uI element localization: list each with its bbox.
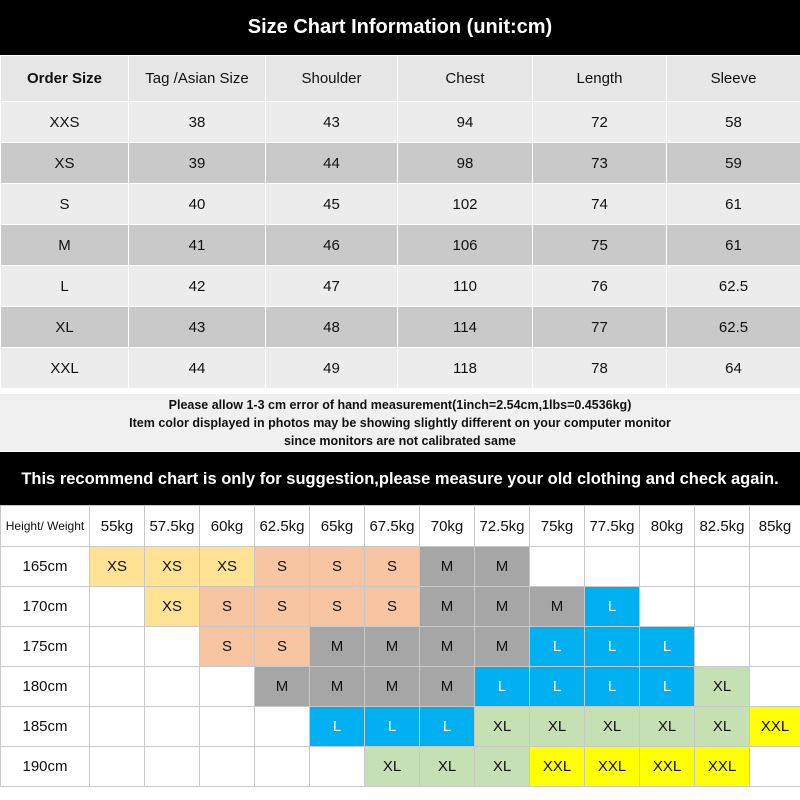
measurement-cell: 43	[129, 307, 266, 348]
recommended-size-cell: S	[200, 627, 255, 667]
measurement-cell: 77	[533, 307, 667, 348]
weight-header: 55kg	[90, 506, 145, 547]
measurement-cell: 75	[533, 225, 667, 266]
weight-header: 85kg	[750, 506, 800, 547]
empty-cell	[585, 547, 640, 587]
recommended-size-cell: L	[420, 707, 475, 747]
measurement-cell: 46	[266, 225, 398, 266]
header-order-size: Order Size	[1, 56, 129, 102]
measurement-cell: 102	[398, 184, 533, 225]
empty-cell	[90, 707, 145, 747]
size-row	[1, 102, 800, 143]
measurement-cell: 94	[398, 102, 533, 143]
empty-cell	[90, 587, 145, 627]
recommended-size-cell: M	[420, 547, 475, 587]
recommended-size-cell: M	[255, 667, 310, 707]
size-chart-table	[0, 55, 800, 389]
size-row	[1, 225, 800, 266]
height-row	[1, 667, 800, 707]
size-label-cell: XL	[1, 307, 129, 348]
measurement-cell: 49	[266, 348, 398, 389]
size-row	[1, 184, 800, 225]
empty-cell	[200, 747, 255, 787]
measurement-cell: 39	[129, 143, 266, 184]
recommended-size-cell: XL	[475, 707, 530, 747]
recommended-size-cell: XXL	[750, 707, 800, 747]
measurement-cell: 43	[266, 102, 398, 143]
recommended-size-cell: M	[420, 667, 475, 707]
empty-cell	[90, 627, 145, 667]
size-row	[1, 143, 800, 184]
recommended-size-cell: XL	[585, 707, 640, 747]
recommend-chart-table	[0, 505, 800, 787]
recommended-size-cell: M	[310, 667, 365, 707]
recommended-size-cell: XXL	[530, 747, 585, 787]
recommended-size-cell: L	[585, 587, 640, 627]
empty-cell	[640, 547, 695, 587]
recommended-size-cell: S	[310, 587, 365, 627]
recommended-size-cell: S	[255, 587, 310, 627]
size-label-cell: XS	[1, 143, 129, 184]
size-label-cell: XXL	[1, 348, 129, 389]
weight-header: 65kg	[310, 506, 365, 547]
measurement-notes	[0, 394, 800, 451]
weight-header: 75kg	[530, 506, 585, 547]
header-tag-size: Tag /Asian Size	[129, 56, 266, 102]
measurement-cell: 40	[129, 184, 266, 225]
recommended-size-cell: L	[365, 707, 420, 747]
empty-cell	[145, 747, 200, 787]
recommended-size-cell: XS	[90, 547, 145, 587]
empty-cell	[530, 547, 585, 587]
height-row	[1, 547, 800, 587]
height-row	[1, 707, 800, 747]
measurement-cell: 78	[533, 348, 667, 389]
measurement-cell: 98	[398, 143, 533, 184]
weight-header: 67.5kg	[365, 506, 420, 547]
empty-cell	[200, 707, 255, 747]
empty-cell	[145, 707, 200, 747]
recommend-title: This recommend chart is only for suggestion,please measure your old clothing and check again.	[0, 452, 800, 506]
recommended-size-cell: S	[365, 587, 420, 627]
recommended-size-cell: XL	[365, 747, 420, 787]
recommended-size-cell: XL	[640, 707, 695, 747]
recommended-size-cell: XXL	[585, 747, 640, 787]
size-row	[1, 266, 800, 307]
measurement-cell: 42	[129, 266, 266, 307]
recommended-size-cell: L	[530, 667, 585, 707]
measurement-cell: 41	[129, 225, 266, 266]
recommended-size-cell: L	[530, 627, 585, 667]
empty-cell	[200, 667, 255, 707]
recommended-size-cell: L	[585, 667, 640, 707]
measurement-cell: 47	[266, 266, 398, 307]
note-line: since monitors are not calibrated same	[283, 434, 517, 448]
size-label-cell: L	[1, 266, 129, 307]
height-label: 165cm	[1, 547, 90, 587]
weight-header: 77.5kg	[585, 506, 640, 547]
measurement-cell: 58	[667, 102, 800, 143]
empty-cell	[640, 587, 695, 627]
recommended-size-cell: L	[640, 667, 695, 707]
size-chart-header-row	[1, 56, 800, 102]
recommended-size-cell: M	[420, 587, 475, 627]
size-label-cell: M	[1, 225, 129, 266]
recommended-size-cell: XL	[420, 747, 475, 787]
empty-cell	[750, 587, 800, 627]
height-label: 170cm	[1, 587, 90, 627]
measurement-cell: 73	[533, 143, 667, 184]
empty-cell	[310, 747, 365, 787]
header-chest: Chest	[398, 56, 533, 102]
recommended-size-cell: L	[640, 627, 695, 667]
recommended-size-cell: XS	[145, 547, 200, 587]
empty-cell	[90, 747, 145, 787]
recommended-size-cell: XS	[145, 587, 200, 627]
weight-header: 57.5kg	[145, 506, 200, 547]
empty-cell	[750, 627, 800, 667]
measurement-cell: 76	[533, 266, 667, 307]
weight-header: 60kg	[200, 506, 255, 547]
weight-header: 70kg	[420, 506, 475, 547]
measurement-cell: 118	[398, 348, 533, 389]
weight-header: 62.5kg	[255, 506, 310, 547]
recommended-size-cell: S	[255, 547, 310, 587]
recommended-size-cell: XXL	[640, 747, 695, 787]
recommended-size-cell: L	[310, 707, 365, 747]
recommended-size-cell: M	[475, 547, 530, 587]
empty-cell	[255, 747, 310, 787]
measurement-cell: 48	[266, 307, 398, 348]
recommended-size-cell: M	[365, 667, 420, 707]
recommended-size-cell: M	[475, 587, 530, 627]
measurement-cell: 59	[667, 143, 800, 184]
note-line: Please allow 1-3 cm error of hand measurement(1inch=2.54cm,1lbs=0.4536kg)	[168, 398, 632, 412]
height-row	[1, 747, 800, 787]
empty-cell	[695, 627, 750, 667]
height-weight-corner: Height/ Weight	[1, 506, 90, 547]
recommended-size-cell: M	[310, 627, 365, 667]
recommended-size-cell: XL	[475, 747, 530, 787]
height-row	[1, 627, 800, 667]
header-length: Length	[533, 56, 667, 102]
note-line: Item color displayed in photos may be showing slightly different on your computer monitor	[129, 416, 671, 430]
measurement-cell: 62.5	[667, 307, 800, 348]
weight-header: 80kg	[640, 506, 695, 547]
recommended-size-cell: XL	[695, 707, 750, 747]
empty-cell	[145, 667, 200, 707]
recommended-size-cell: M	[530, 587, 585, 627]
height-label: 175cm	[1, 627, 90, 667]
empty-cell	[750, 747, 800, 787]
recommended-size-cell: XL	[530, 707, 585, 747]
height-label: 180cm	[1, 667, 90, 707]
header-sleeve: Sleeve	[667, 56, 800, 102]
empty-cell	[695, 547, 750, 587]
measurement-cell: 72	[533, 102, 667, 143]
weight-header: 72.5kg	[475, 506, 530, 547]
measurement-cell: 38	[129, 102, 266, 143]
recommended-size-cell: M	[420, 627, 475, 667]
measurement-cell: 44	[129, 348, 266, 389]
recommended-size-cell: S	[310, 547, 365, 587]
page-title: Size Chart Information (unit:cm)	[0, 0, 800, 55]
measurement-cell: 61	[667, 225, 800, 266]
measurement-cell: 106	[398, 225, 533, 266]
measurement-cell: 114	[398, 307, 533, 348]
size-row	[1, 348, 800, 389]
empty-cell	[750, 667, 800, 707]
recommended-size-cell: S	[365, 547, 420, 587]
height-label: 185cm	[1, 707, 90, 747]
empty-cell	[695, 587, 750, 627]
recommended-size-cell: XL	[695, 667, 750, 707]
size-row	[1, 307, 800, 348]
recommended-size-cell: S	[255, 627, 310, 667]
recommended-size-cell: S	[200, 587, 255, 627]
recommended-size-cell: M	[365, 627, 420, 667]
measurement-cell: 44	[266, 143, 398, 184]
recommended-size-cell: M	[475, 627, 530, 667]
measurement-cell: 62.5	[667, 266, 800, 307]
height-label: 190cm	[1, 747, 90, 787]
measurement-cell: 110	[398, 266, 533, 307]
empty-cell	[750, 547, 800, 587]
measurement-cell: 45	[266, 184, 398, 225]
recommend-header-row	[1, 506, 800, 547]
empty-cell	[255, 707, 310, 747]
size-label-cell: S	[1, 184, 129, 225]
empty-cell	[90, 667, 145, 707]
measurement-cell: 61	[667, 184, 800, 225]
weight-header: 82.5kg	[695, 506, 750, 547]
size-label-cell: XXS	[1, 102, 129, 143]
header-shoulder: Shoulder	[266, 56, 398, 102]
measurement-cell: 74	[533, 184, 667, 225]
recommended-size-cell: XXL	[695, 747, 750, 787]
recommended-size-cell: L	[585, 627, 640, 667]
measurement-cell: 64	[667, 348, 800, 389]
recommended-size-cell: XS	[200, 547, 255, 587]
recommended-size-cell: L	[475, 667, 530, 707]
empty-cell	[145, 627, 200, 667]
height-row	[1, 587, 800, 627]
